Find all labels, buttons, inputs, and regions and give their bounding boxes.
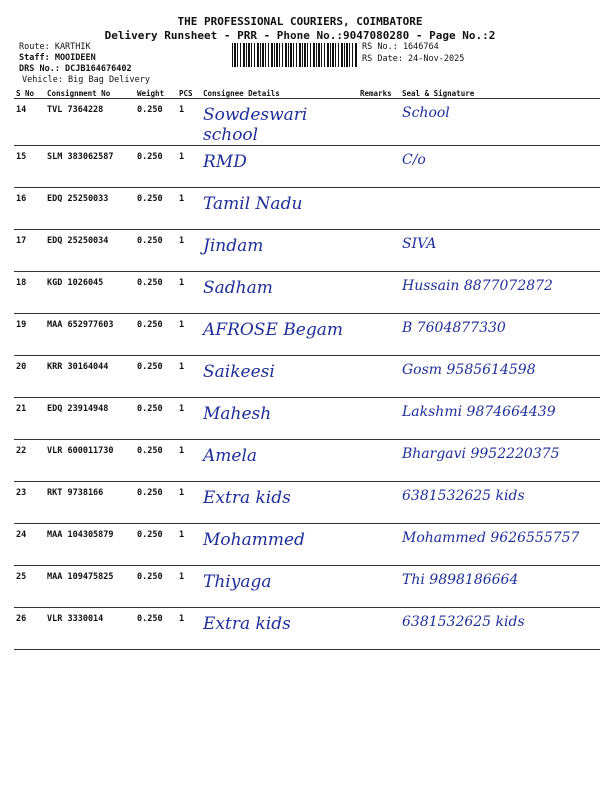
row-weight: 0.250 (135, 566, 177, 608)
row-seal (400, 188, 600, 230)
row-pcs: 1 (177, 398, 201, 440)
row-consignee: AFROSE Begam (201, 314, 358, 356)
row-pcs: 1 (177, 272, 201, 314)
row-remarks (358, 398, 400, 440)
route-info: Route: KARTHIK (19, 42, 91, 52)
row-consignment: KGD 1026045 (45, 272, 135, 314)
vehicle-info: Vehicle: Big Bag Delivery (22, 75, 150, 85)
row-consignee: Extra kids (201, 608, 358, 650)
row-pcs: 1 (177, 314, 201, 356)
table-row (14, 314, 600, 356)
col-consignee: Consignee Details (201, 89, 358, 99)
row-consignee: Thiyaga (201, 566, 358, 608)
row-sno: 20 (14, 356, 45, 398)
row-consignee: Saikeesi (201, 356, 358, 398)
row-seal: B 7604877330 (400, 314, 600, 356)
table-row (14, 99, 600, 146)
table-row (14, 524, 600, 566)
row-consignment: EDQ 25250034 (45, 230, 135, 272)
row-consignment: VLR 600011730 (45, 440, 135, 482)
rs-date: RS Date: 24-Nov-2025 (362, 54, 465, 64)
rs-number: RS No.: 1646764 (362, 42, 439, 52)
row-seal: SIVA (400, 230, 600, 272)
row-sno: 15 (14, 146, 45, 188)
table-row (14, 146, 600, 188)
table-row (14, 482, 600, 524)
row-weight: 0.250 (135, 188, 177, 230)
row-consignee: Tamil Nadu (201, 188, 358, 230)
row-weight: 0.250 (135, 356, 177, 398)
row-pcs: 1 (177, 188, 201, 230)
row-weight: 0.250 (135, 230, 177, 272)
col-sno: S No (14, 89, 45, 99)
row-sno: 25 (14, 566, 45, 608)
row-seal: Mohammed 9626555757 (400, 524, 600, 566)
row-consignment: RKT 9738166 (45, 482, 135, 524)
row-consignment: MAA 104305879 (45, 524, 135, 566)
row-sno: 26 (14, 608, 45, 650)
row-weight: 0.250 (135, 146, 177, 188)
row-consignee: Sowdeswari school (201, 99, 358, 146)
row-pcs: 1 (177, 608, 201, 650)
row-pcs: 1 (177, 482, 201, 524)
barcode-image (232, 43, 358, 67)
row-seal: Bhargavi 9952220375 (400, 440, 600, 482)
row-consignment: VLR 3330014 (45, 608, 135, 650)
row-sno: 22 (14, 440, 45, 482)
row-sno: 16 (14, 188, 45, 230)
row-weight: 0.250 (135, 608, 177, 650)
row-remarks (358, 482, 400, 524)
row-seal: Lakshmi 9874664439 (400, 398, 600, 440)
table-row (14, 230, 600, 272)
row-seal: School (400, 99, 600, 146)
row-consignment: MAA 652977603 (45, 314, 135, 356)
row-seal: Thi 9898186664 (400, 566, 600, 608)
row-pcs: 1 (177, 230, 201, 272)
row-sno: 19 (14, 314, 45, 356)
row-pcs: 1 (177, 146, 201, 188)
row-consignment: MAA 109475825 (45, 566, 135, 608)
row-remarks (358, 188, 400, 230)
row-pcs: 1 (177, 356, 201, 398)
row-consignee: Mohammed (201, 524, 358, 566)
row-consignment: KRR 30164044 (45, 356, 135, 398)
table-row (14, 440, 600, 482)
row-weight: 0.250 (135, 99, 177, 146)
table-row (14, 272, 600, 314)
row-remarks (358, 608, 400, 650)
row-sno: 17 (14, 230, 45, 272)
row-consignee: Jindam (201, 230, 358, 272)
row-remarks (358, 230, 400, 272)
row-seal: C/o (400, 146, 600, 188)
col-pcs: PCS (177, 89, 201, 99)
table-row (14, 188, 600, 230)
row-remarks (358, 99, 400, 146)
col-consignment: Consignment No (45, 89, 135, 99)
row-remarks (358, 146, 400, 188)
row-remarks (358, 440, 400, 482)
row-sno: 18 (14, 272, 45, 314)
row-weight: 0.250 (135, 314, 177, 356)
row-remarks (358, 314, 400, 356)
row-consignment: EDQ 25250033 (45, 188, 135, 230)
row-consignment: TVL 7364228 (45, 99, 135, 146)
col-seal: Seal & Signature (400, 89, 600, 99)
row-consignment: SLM 383062587 (45, 146, 135, 188)
row-pcs: 1 (177, 566, 201, 608)
row-remarks (358, 272, 400, 314)
company-title: THE PROFESSIONAL COURIERS, COIMBATORE (177, 15, 423, 28)
row-weight: 0.250 (135, 398, 177, 440)
col-remarks: Remarks (358, 89, 400, 99)
row-remarks (358, 524, 400, 566)
row-seal: 6381532625 kids (400, 482, 600, 524)
table-row (14, 356, 600, 398)
table-row (14, 608, 600, 650)
row-pcs: 1 (177, 99, 201, 146)
row-remarks (358, 356, 400, 398)
row-sno: 23 (14, 482, 45, 524)
row-consignee: Sadham (201, 272, 358, 314)
row-pcs: 1 (177, 440, 201, 482)
table-row (14, 398, 600, 440)
runsheet-table (14, 89, 600, 650)
row-sno: 24 (14, 524, 45, 566)
table-row (14, 566, 600, 608)
row-seal: 6381532625 kids (400, 608, 600, 650)
row-sno: 21 (14, 398, 45, 440)
row-consignee: Amela (201, 440, 358, 482)
runsheet-subtitle: Delivery Runsheet - PRR - Phone No.:9047080280 - Page No.:2 (104, 29, 496, 42)
row-seal: Hussain 8877072872 (400, 272, 600, 314)
row-consignment: EDQ 23914948 (45, 398, 135, 440)
drs-number: DRS No.: DCJB164676402 (19, 64, 132, 74)
row-consignee: Mahesh (201, 398, 358, 440)
row-sno: 14 (14, 99, 45, 146)
row-consignee: RMD (201, 146, 358, 188)
row-weight: 0.250 (135, 272, 177, 314)
row-seal: Gosm 9585614598 (400, 356, 600, 398)
staff-info: Staff: MOOIDEEN (19, 53, 96, 63)
row-weight: 0.250 (135, 440, 177, 482)
col-weight: Weight (135, 89, 177, 99)
row-weight: 0.250 (135, 482, 177, 524)
row-consignee: Extra kids (201, 482, 358, 524)
row-pcs: 1 (177, 524, 201, 566)
table-header-row (14, 89, 600, 99)
row-remarks (358, 566, 400, 608)
row-weight: 0.250 (135, 524, 177, 566)
